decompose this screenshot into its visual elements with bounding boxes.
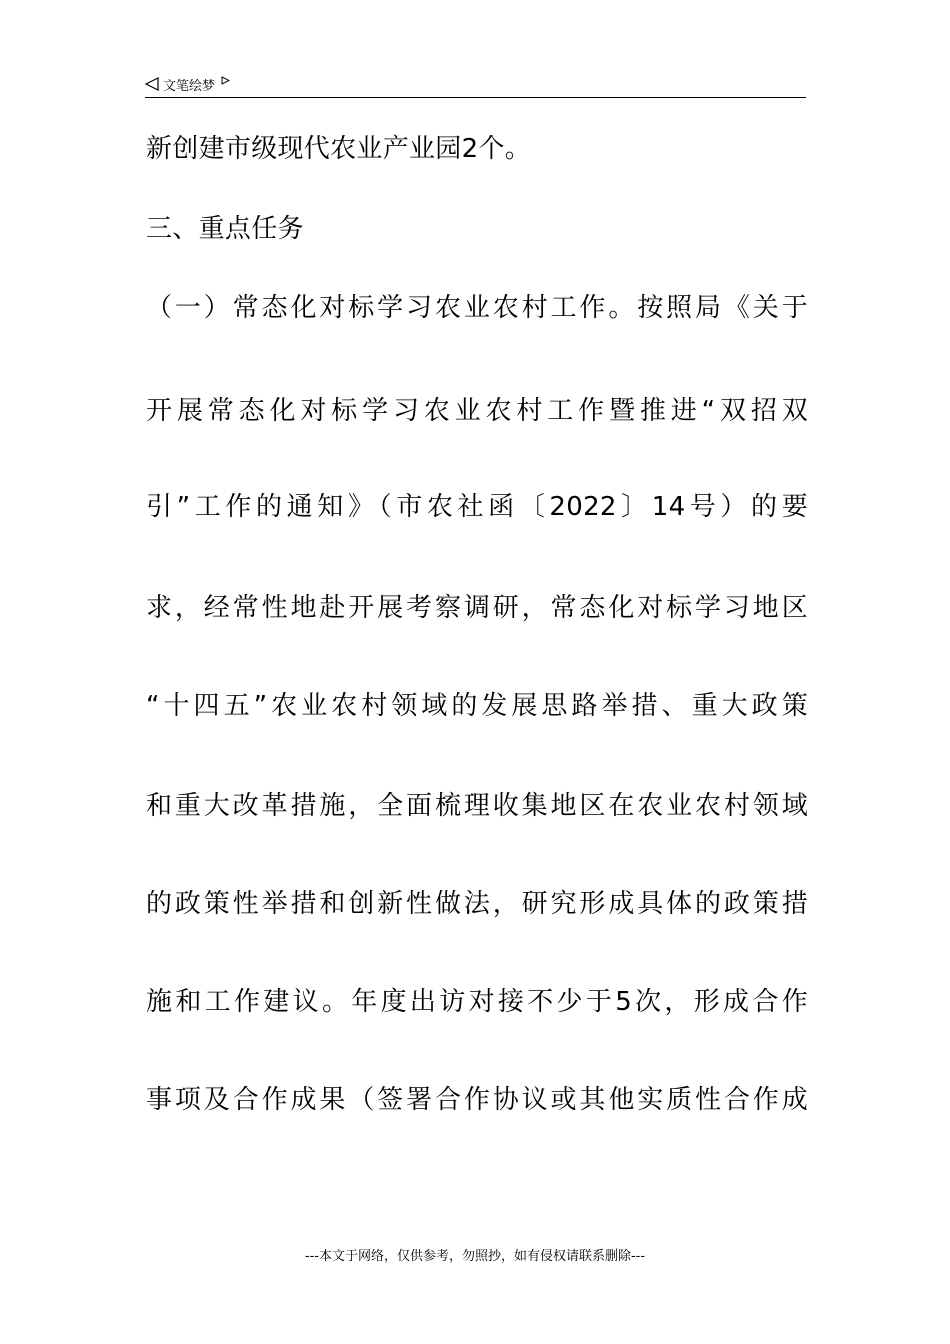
body-line: （一）常态化对标学习农业农村工作。按照局《关于	[146, 293, 808, 323]
body-line: “十四五”农业农村领域的发展思路举措、重大政策	[146, 691, 808, 721]
body-line: 事项及合作成果（签署合作协议或其他实质性合作成	[146, 1085, 808, 1115]
page-header	[145, 72, 230, 96]
header-rule	[145, 97, 806, 98]
body-line: 引”工作的通知》（市农社函〔2022〕14号）的要	[146, 492, 808, 522]
triangle-left-icon	[145, 77, 159, 91]
section-heading: 三、重点任务	[146, 214, 304, 244]
body-line: 求，经常性地赴开展考察调研，常态化对标学习地区	[146, 593, 808, 623]
triangle-right-icon	[221, 76, 230, 85]
header-brand: 文笔绘梦	[163, 78, 216, 94]
body-line: 施和工作建议。年度出访对接不少于5次，形成合作	[146, 987, 808, 1017]
body-line: 的政策性举措和创新性做法，研究形成具体的政策措	[146, 889, 808, 919]
footer-notice: ---本文于网络，仅供参考，勿照抄，如有侵权请联系删除---	[304, 1249, 646, 1264]
body-line: 和重大改革措施，全面梳理收集地区在农业农村领域	[146, 791, 808, 821]
body-line: 开展常态化对标学习农业农村工作暨推进“双招双	[146, 396, 808, 426]
body-line: 新创建市级现代农业产业园2个。	[146, 134, 532, 164]
